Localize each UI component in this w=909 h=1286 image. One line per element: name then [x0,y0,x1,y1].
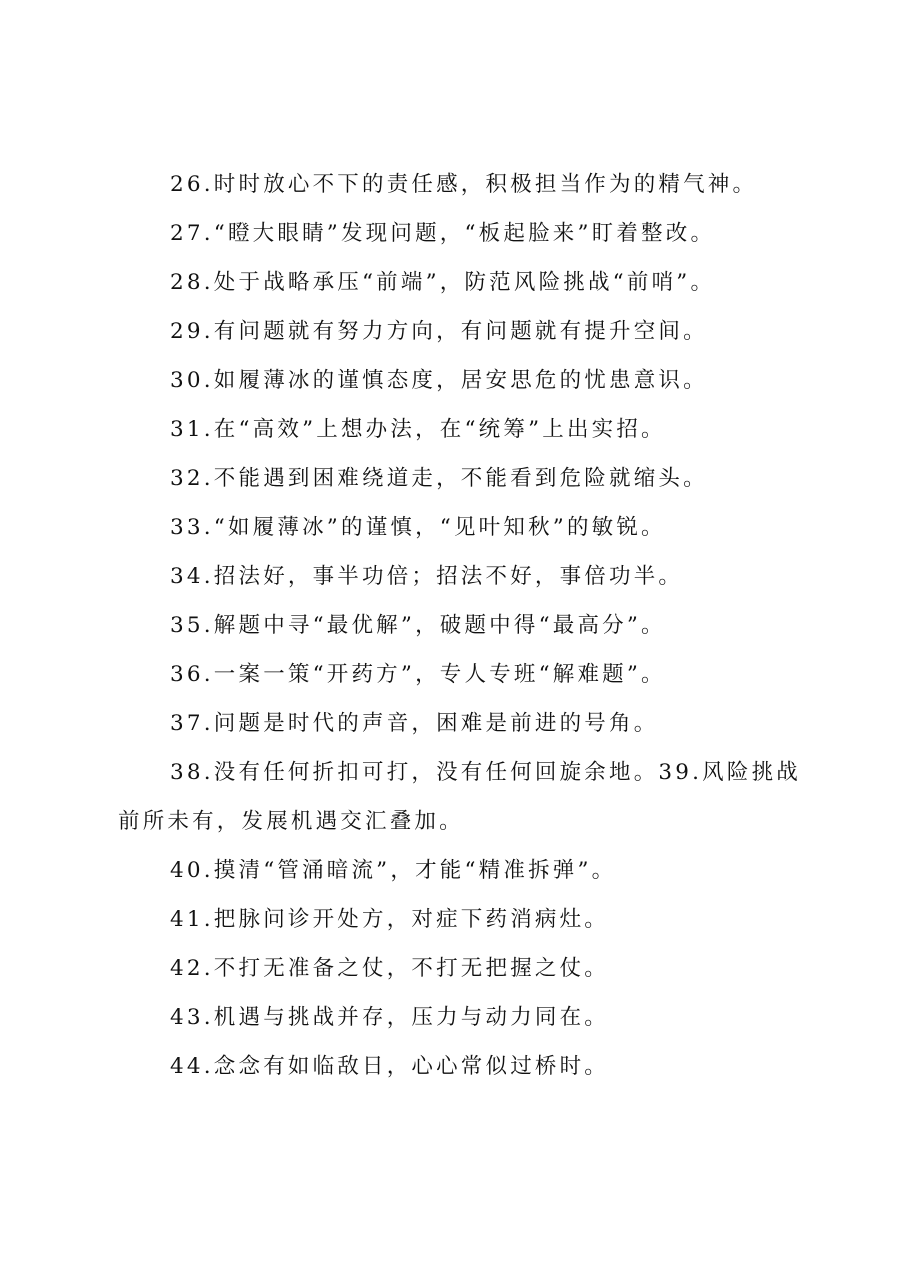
paragraph-37: 37.问题是时代的声音，困难是前进的号角。 [170,711,659,736]
paragraph-41: 41.把脉问诊开处方，对症下药消病灶。 [170,907,609,932]
paragraph-38-39: 38.没有任何折扣可打，没有任何回旋余地。39.风险挑战前所未有，发展机遇交汇叠加。 [118,760,801,834]
paragraph-34: 34.招法好，事半功倍；招法不好，事倍功半。 [170,564,684,589]
paragraph-29: 29.有问题就有努力方向，有问题就有提升空间。 [170,319,708,344]
paragraph-43: 43.机遇与挑战并存，压力与动力同在。 [170,1005,609,1030]
paragraph-33: 33.“如履薄冰”的谨慎，“见叶知秋”的敏锐。 [170,515,666,540]
paragraph-44: 44.念念有如临敌日，心心常似过桥时。 [170,1054,609,1079]
paragraph-36: 36.一案一策“开药方”，专人专班“解难题”。 [170,662,666,687]
paragraph-28: 28.处于战略承压“前端”，防范风险挑战“前哨”。 [170,270,716,295]
paragraph-42: 42.不打无准备之仗，不打无把握之仗。 [170,956,609,981]
document-body [118,160,818,1091]
paragraph-40: 40.摸清“管涌暗流”，才能“精准拆弹”。 [170,858,617,883]
paragraph-31: 31.在“高效”上想办法，在“统筹”上出实招。 [170,417,666,442]
paragraph-27: 27.“瞪大眼睛”发现问题，“板起脸来”盯着整改。 [170,221,716,246]
paragraph-30: 30.如履薄冰的谨慎态度，居安思危的忧患意识。 [170,368,708,393]
paragraph-35: 35.解题中寻“最优解”，破题中得“最高分”。 [170,613,666,638]
paragraph-26: 26.时时放心不下的责任感，积极担当作为的精气神。 [170,172,758,197]
paragraph-32: 32.不能遇到困难绕道走，不能看到危险就缩头。 [170,466,708,491]
